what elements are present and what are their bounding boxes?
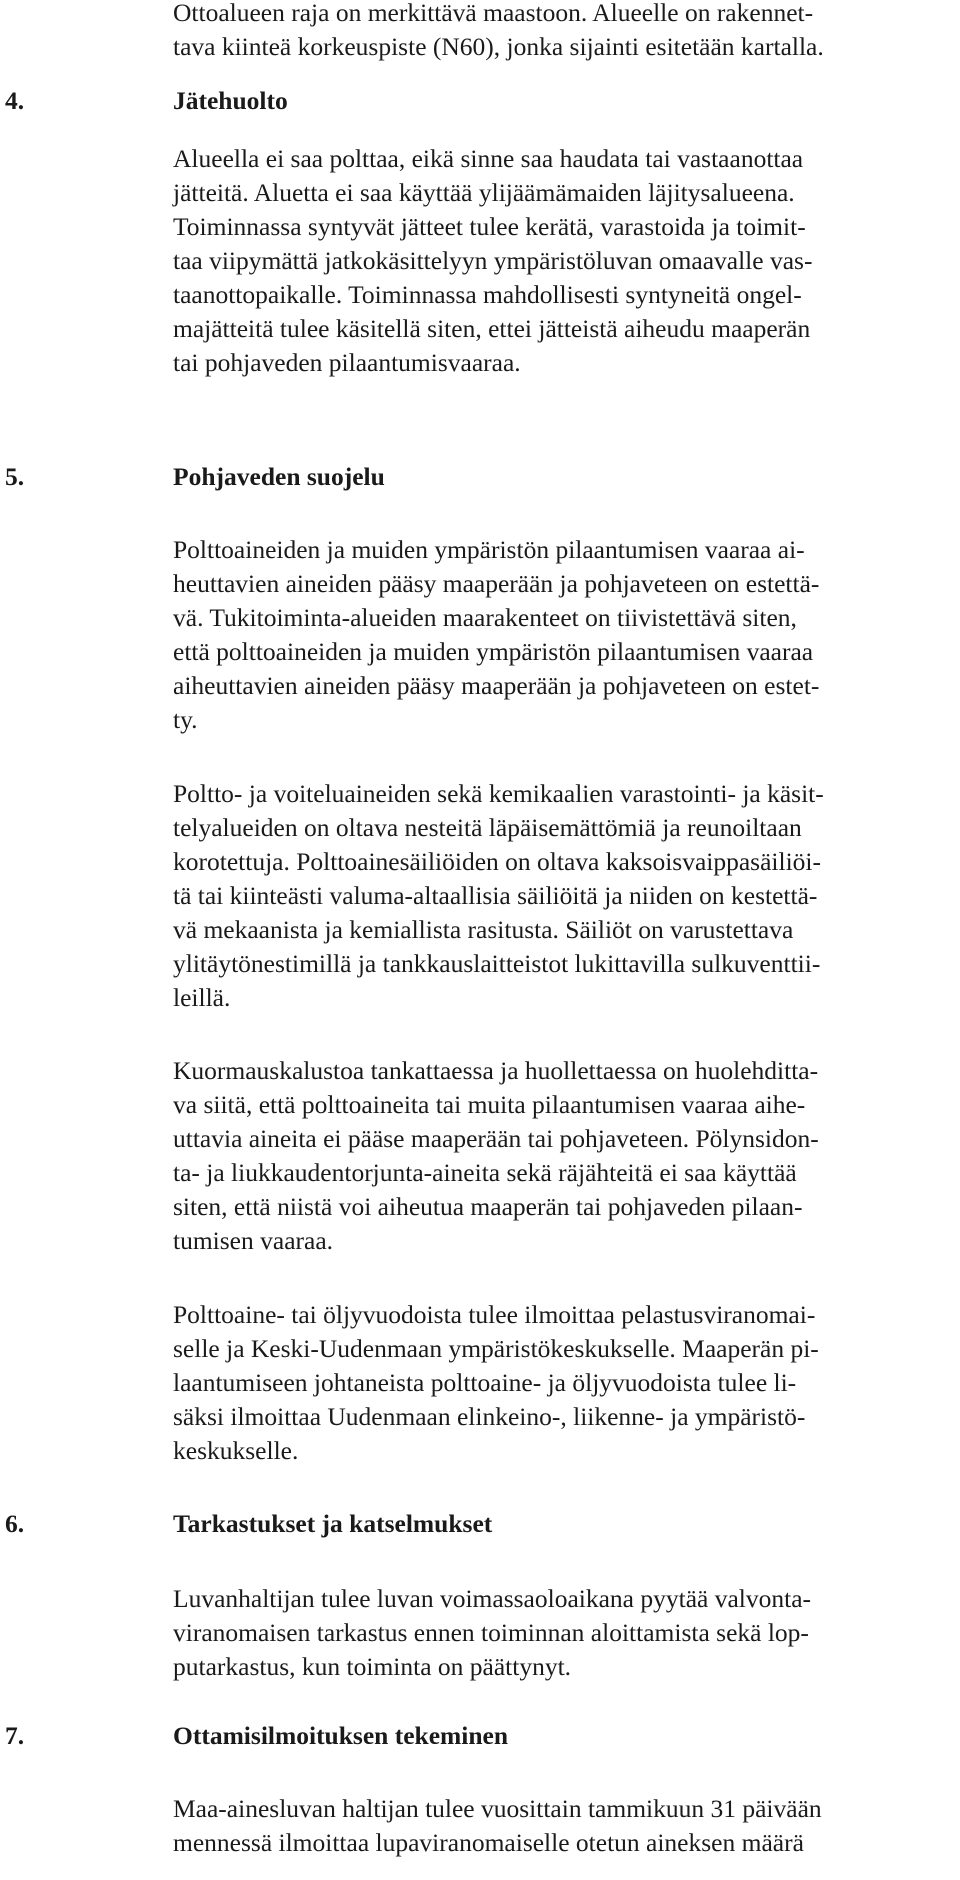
text-line: Toiminnassa syntyvät jätteet tulee kerätä, varastoida ja toimit- [173, 212, 806, 241]
section-5-paragraph-3 [173, 1054, 953, 1258]
section-6-paragraph-1 [173, 1582, 953, 1684]
section-5-paragraph-1 [173, 533, 953, 737]
text-line: säksi ilmoittaa Uudenmaan elinkeino-, liikenne- ja ympäristö- [173, 1402, 806, 1431]
text-line: Poltto- ja voiteluaineiden sekä kemikaalien varastointi- ja käsit- [173, 779, 824, 808]
text-line: tava kiinteä korkeuspiste (N60), jonka sijainti esitetään kartalla. [173, 32, 824, 61]
text-line: tai pohjaveden pilaantumisvaaraa. [173, 348, 521, 377]
section-number: 4. [5, 86, 25, 115]
text-line: mennessä ilmoittaa lupaviranomaiselle otetun aineksen määrä [173, 1828, 804, 1857]
text-line: putarkastus, kun toiminta on päättynyt. [173, 1652, 572, 1681]
text-line: taa viipymättä jatkokäsittelyyn ympäristöluvan omaavalle vas- [173, 246, 813, 275]
text-line: Maa-ainesluvan haltijan tulee vuosittain tammikuun 31 päivään [173, 1794, 822, 1823]
text-line: uttavia aineita ei pääse maaperään tai pohjaveteen. Pölynsidon- [173, 1124, 819, 1153]
section-title: Pohjaveden suojelu [173, 462, 385, 491]
text-line: Ottoalueen raja on merkittävä maastoon. Alueelle on rakennet- [173, 0, 814, 27]
section-7-paragraph-1 [173, 1792, 953, 1860]
text-line: viranomaisen tarkastus ennen toiminnan aloittamista sekä lop- [173, 1618, 809, 1647]
text-line: Polttoaine- tai öljyvuodoista tulee ilmoittaa pelastusviranomai- [173, 1300, 816, 1329]
text-line: korotettuja. Polttoainesäiliöiden on oltava kaksoisvaippasäiliöi- [173, 847, 821, 876]
section-4-paragraph-1 [173, 142, 953, 380]
text-line: laantumiseen johtaneista polttoaine- ja öljyvuodoista tulee li- [173, 1368, 797, 1397]
text-line: heuttavien aineiden pääsy maaperään ja pohjaveteen on estettä- [173, 569, 820, 598]
section-title: Tarkastukset ja katselmukset [173, 1509, 493, 1538]
text-line: että polttoaineiden ja muiden ympäristön pilaantumisen vaaraa [173, 637, 814, 666]
text-line: Alueella ei saa polttaa, eikä sinne saa haudata tai vastaanottaa [173, 144, 804, 173]
section-number: 6. [5, 1509, 25, 1538]
text-line: taanottopaikalle. Toiminnassa mahdollisesti syntyneitä ongel- [173, 280, 802, 309]
text-line: Luvanhaltijan tulee luvan voimassaoloaikana pyytää valvonta- [173, 1584, 811, 1613]
text-line: majätteitä tulee käsitellä siten, ettei jätteistä aiheudu maaperän [173, 314, 811, 343]
section-title: Jätehuolto [173, 86, 288, 115]
section-5-paragraph-4 [173, 1298, 953, 1468]
section-number: 5. [5, 462, 25, 491]
text-line: ty. [173, 705, 198, 734]
text-line: tumisen vaaraa. [173, 1226, 334, 1255]
text-line: telyalueiden on oltava nesteitä läpäisemättömiä ja reunoiltaan [173, 813, 802, 842]
text-line: keskukselle. [173, 1436, 299, 1465]
text-line: leillä. [173, 983, 231, 1012]
text-line: vä. Tukitoiminta-alueiden maarakenteet on tiivistettävä siten, [173, 603, 797, 632]
text-line: ylitäytönestimillä ja tankkauslaitteistot lukittavilla sulkuventtii- [173, 949, 821, 978]
intro-paragraph [173, 0, 953, 64]
section-5-paragraph-2 [173, 777, 953, 1015]
text-line: jätteitä. Aluetta ei saa käyttää ylijäämämaiden läjitysalueena. [173, 178, 795, 207]
text-line: ta- ja liukkaudentorjunta-aineita sekä räjähteitä ei saa käyttää [173, 1158, 797, 1187]
text-line: vä mekaanista ja kemiallista rasitusta. Säiliöt on varustettava [173, 915, 794, 944]
text-line: Kuormauskalustoa tankattaessa ja huollettaessa on huolehditta- [173, 1056, 819, 1085]
text-line: Polttoaineiden ja muiden ympäristön pilaantumisen vaaraa ai- [173, 535, 805, 564]
text-line: tä tai kiinteästi valuma-altaallisia säiliöitä ja niiden on kestettä- [173, 881, 818, 910]
text-line: siten, että niistä voi aiheutua maaperän tai pohjaveden pilaan- [173, 1192, 803, 1221]
text-line: aiheuttavien aineiden pääsy maaperään ja pohjaveteen on estet- [173, 671, 820, 700]
text-line: va siitä, että polttoaineita tai muita pilaantumisen vaaraa aihe- [173, 1090, 806, 1119]
text-line: selle ja Keski-Uudenmaan ympäristökeskukselle. Maaperän pi- [173, 1334, 819, 1363]
section-number: 7. [5, 1721, 25, 1750]
section-title: Ottamisilmoituksen tekeminen [173, 1721, 509, 1750]
